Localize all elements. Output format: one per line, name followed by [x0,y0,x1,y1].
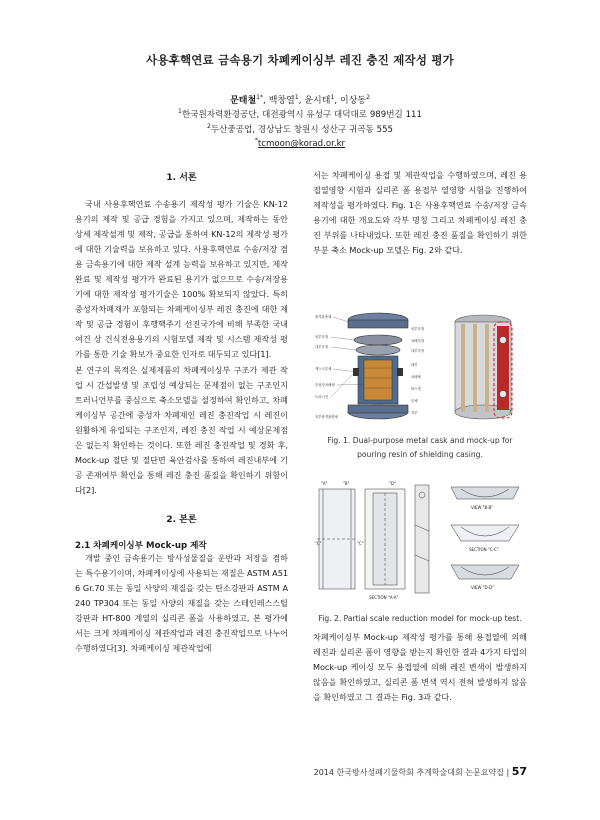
affiliation-2: $^2$두산중공업, 경상남도 창원시 성산구 귀곡동 555 [206,123,394,135]
figure-2-drawing [313,475,527,610]
svg-text:"C": "C" [315,541,322,546]
svg-text:충격완충체: 충격완충체 [315,315,332,319]
right-column [313,168,527,258]
section-1-heading: 1. 서론 [166,173,197,183]
author-4: , 이상동 [334,96,367,106]
right-column-lower [313,630,527,705]
figure-2 [313,475,527,623]
figure-1-caption: Fig. 1. Dual-purpose metal cask and mock-up for pouring resin of shielding casing. [327,436,513,459]
svg-text:트러니언: 트러니언 [315,395,329,399]
author-list: 문태철$^{1*}$, 백창열$^1$, 윤시태$^1$, 이상동$^2$ [230,94,370,106]
body-paragraph-1: 개발 중인 금속용기는 방사성물질을 운반과 저장을 겸하는 특수용기이며, 차폐케이싱에 사용되는 재질은 ASTM A516 Gr.70 또는 동일 사양의 재질을 갖는 탄소강판과 ASTM A240 TP304 또는 동일 사양의 재질을 갖는 스테인레스스틸 강판과 HT-800 계열의 실리콘 폼을 사용하였고, 본 평가에서는 크게 차폐케이싱 제관작업과 레진 충진작업으로 나누어 수행하였다[3]. 차폐케이싱 제관작업에 [75,552,288,654]
svg-text:"D": "D" [389,481,396,486]
figure-2-caption: Fig. 2. Partial scale reduction model for mock-up test. [318,614,522,623]
svg-text:중성자차폐체: 중성자차폐체 [315,383,335,387]
svg-text:외부뚜껑: 외부뚜껑 [315,335,329,339]
svg-text:SECTION "A-A": SECTION "A-A" [369,595,399,600]
svg-text:레진: 레진 [411,363,418,367]
author-2: , 백창열 [263,96,295,106]
cask-exploded-view [348,313,408,419]
svg-text:차폐체: 차폐체 [411,375,421,379]
svg-text:"B": "B" [343,481,350,486]
proceedings-name: 2014 한국방사성폐기물학회 추계학술대회 논문요약집 | [313,768,510,777]
left-column [75,170,288,656]
svg-text:내부뚜껑: 내부뚜껑 [411,349,425,353]
figure-1 [313,308,527,459]
svg-text:"A": "A" [321,481,328,486]
page-footer [314,765,527,778]
author-1: 문태철 [230,96,257,106]
svg-text:본체: 본체 [411,399,418,403]
svg-text:VIEW "D-D": VIEW "D-D" [471,585,494,590]
mock-up-drawings [317,485,519,593]
affiliation-1: $^1$한국원자력환경공단, 대전광역시 유성구 대덕대로 989번길 111 [178,108,422,120]
figure-1-drawing [313,308,527,428]
svg-text:외부뚜껑: 외부뚜껑 [411,327,425,331]
mock-up-cylinder [455,315,512,419]
subsection-2-1-heading: 2.1 차폐케이싱부 Mock-up 제작 [75,540,207,551]
svg-text:차폐뚜껑: 차폐뚜껑 [411,339,425,343]
svg-text:저부충격완충체: 저부충격완충체 [315,415,338,419]
svg-text:저부: 저부 [411,411,418,415]
body-paragraph-2: 차폐케이싱부 Mock-up 제작성 평가를 통해 용접열에 의해 레진과 실리콘 폼이 영향을 받는지 확인한 결과 4가지 타입의 Mock-up 케이싱 모두 용접열에 의해 레진 변색이 발생하지 않음을 확인하였고, 실리콘 폼 변색 역시 전혀 발생하지 않음을 확인하였고 그 결과는 Fig. 3과 같다. [313,632,527,703]
intro-paragraph-1: 국내 사용후핵연료 수송용기 제작성 평가 기술은 KN-12 용기의 제작 및 공급 경험을 가지고 있으며, 제작하는 동안 상세 제작설계 및 제작, 공급을 통하여 KN-12의 제작성 평가에 대한 기술력을 보유하고 있다. 사용후핵연료 수송/저장 겸용 금속용기에 대한 제작 설계 능력을 보유하고 있지만, 제작완료 및 제작성 평가가 완료된 용기가 없으므로 수송/저장용기에 대한 제작성 평가기술은 100% 확보되지 않았다. 특히 중성자차폐재가 포함되는 차폐케이싱부 레진 충진에 대한 제작 및 공급 경험이 후행핵주기 선진국가에 비해 부족한 국내 여건 상 건식전용용기의 시험모델 제작 및 시스템 제작성 평가를 통한 기술 확보가 중요한 인자로 대두되고 있다[1]. [75,199,288,360]
section-2-heading: 2. 본론 [166,514,197,525]
svg-text:캐스크본체: 캐스크본체 [315,367,332,371]
svg-text:내부뚜껑: 내부뚜껑 [315,345,329,349]
author-3: , 윤시태 [298,96,331,106]
svg-text:바스켓: 바스켓 [411,387,421,391]
body-paragraph-1-cont: 서는 차폐케이싱 용접 및 제관작업을 수행하였으며, 레진 용접열영향 시험과 실리콘 폼 용접부 열영향 시험을 진행하여 제작성을 평가하였다. Fig. 1은 사용후핵연료 수송/저장 금속용기에 대한 개요도와 각부 명칭 그리고 차폐케이싱 레진 충진 부위를 나타내었다. 또한 레진 충진 품질을 확인하기 위한 부분 축소 Mock-up 모델은 Fig. 2와 같다. [313,170,527,256]
svg-text:"C": "C" [357,541,364,546]
corresponding-email[interactable]: *tcmoon@korad.or.kr [254,137,346,149]
paper-title: 사용후핵연료 금속용기 차폐케이싱부 레진 충진 제작성 평가 [146,53,454,67]
svg-text:VIEW "B-B": VIEW "B-B" [471,505,494,510]
intro-paragraph-2: 본 연구의 목적은 실제제품의 차폐케이싱부 구조가 제관 작업 시 간섭발생 및 조립성 예상되는 문제점이 없는 구조인지 트러니언부를 중심으로 축소모델을 설정하여 확인하고, 차폐케이싱부 공간에 중성자 차폐재인 레진 충진작업 시 레진이 원활하게 유입되는 구조인지, 레진 충진 작업 시 예상문제점은 없는지 확인하는 것이다. 또한 레진 충진작업 및 경화 후, Mock-up 절단 및 절단면 육안검사를 통하여 레진내부에 기공 존재여부 확인을 통해 레진 충진 품질을 확인하기 위함이다[2]. [75,364,288,495]
svg-text:SECTION "C-C": SECTION "C-C" [469,547,499,552]
page-number: 57 [511,765,527,778]
